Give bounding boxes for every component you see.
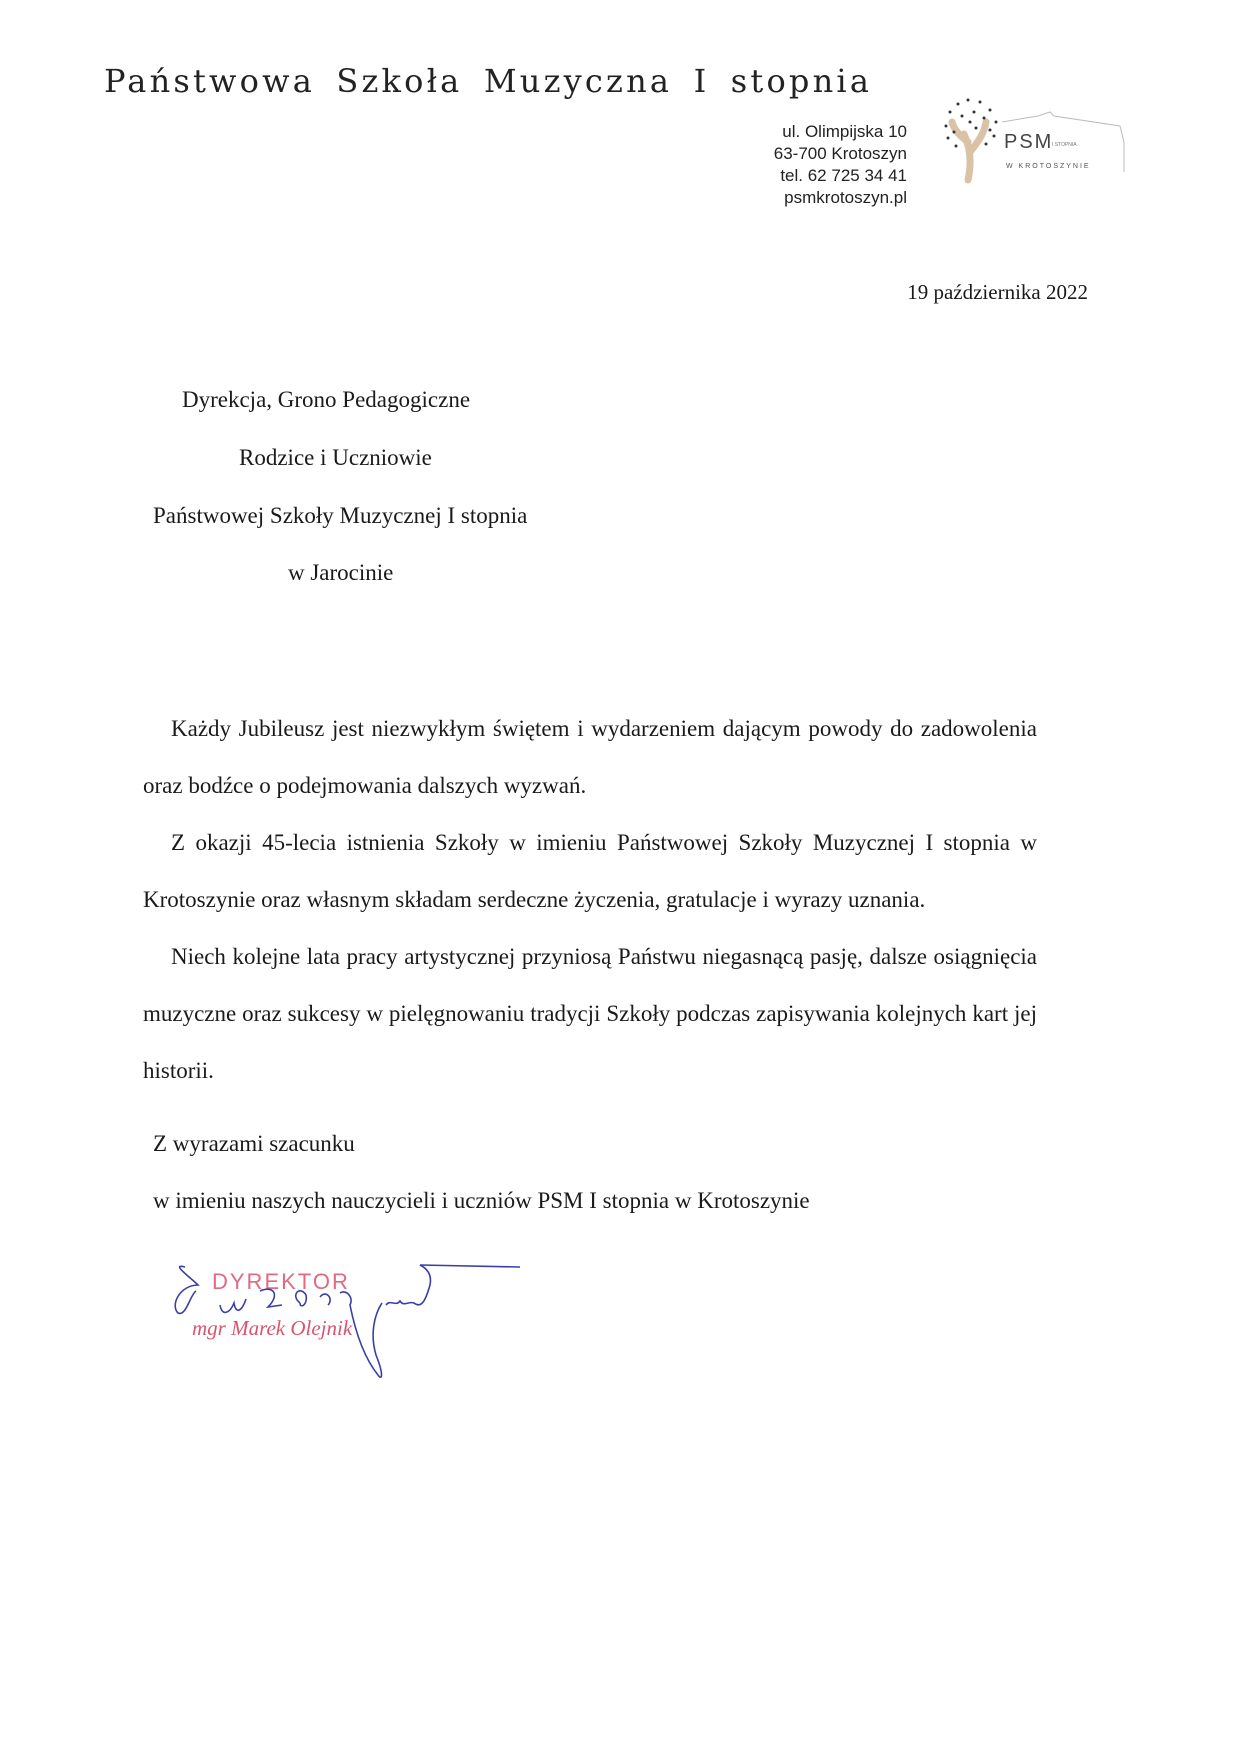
recipient-line: Dyrekcja, Grono Pedagogiczne: [182, 387, 471, 412]
body-paragraph: [143, 700, 1037, 814]
school-logo: [940, 92, 1130, 187]
body-paragraph: [143, 814, 1037, 928]
director-stamp-signature: [150, 1255, 550, 1405]
school-name-heading: Państwowa Szkoła Muzyczna I stopnia: [104, 62, 873, 100]
address-website: psmkrotoszyn.pl: [784, 188, 907, 207]
svg-text:PSM: PSM: [1004, 131, 1054, 153]
letter-body: [143, 700, 1037, 1099]
paragraph-text: Z okazji 45-lecia istnienia Szkoły w imieniu Państwowej Szkoły Muzycznej I stopnia w Krotoszynie oraz własnym składam serdeczne życzenia, gratulacje i wyrazy uznania.: [143, 830, 1037, 912]
paragraph-text: Każdy Jubileusz jest niezwykłym świętem i wydarzeniem dającym powody do zadowolenia oraz bodźce o podejmowania dalszych wyzwań.: [143, 716, 1037, 798]
letter-date: 19 października 2022: [907, 280, 1088, 304]
recipient-line: w Jarocinie: [288, 560, 394, 585]
closing-line: w imieniu naszych nauczycieli i uczniów PSM I stopnia w Krotoszynie: [153, 1188, 810, 1213]
stamp-name: mgr Marek Olejnik: [192, 1316, 353, 1340]
svg-text:I STOPNIA: I STOPNIA: [1052, 142, 1077, 148]
address-phone: tel. 62 725 34 41: [780, 166, 907, 185]
paragraph-text: Niech kolejne lata pracy artystycznej przyniosą Państwu niegasnącą pasję, dalsze osiągnięcia muzyczne oraz sukcesy w pielęgnowaniu tradycji Szkoły podczas zapisywania kolejnych kart jej historii.: [143, 944, 1037, 1083]
closing-line: Z wyrazami szacunku: [153, 1131, 355, 1156]
address-street: ul. Olimpijska 10: [782, 122, 907, 141]
recipient-line: Rodzice i Uczniowie: [239, 445, 432, 470]
school-address: [774, 121, 907, 209]
stamp-title: DYREKTOR: [212, 1269, 350, 1294]
recipient-line: Państwowej Szkoły Muzycznej I stopnia: [153, 503, 528, 528]
address-city: 63-700 Krotoszyn: [773, 144, 907, 163]
body-paragraph: [143, 928, 1037, 1099]
svg-text:W KROTOSZYNIE: W KROTOSZYNIE: [1006, 163, 1091, 170]
